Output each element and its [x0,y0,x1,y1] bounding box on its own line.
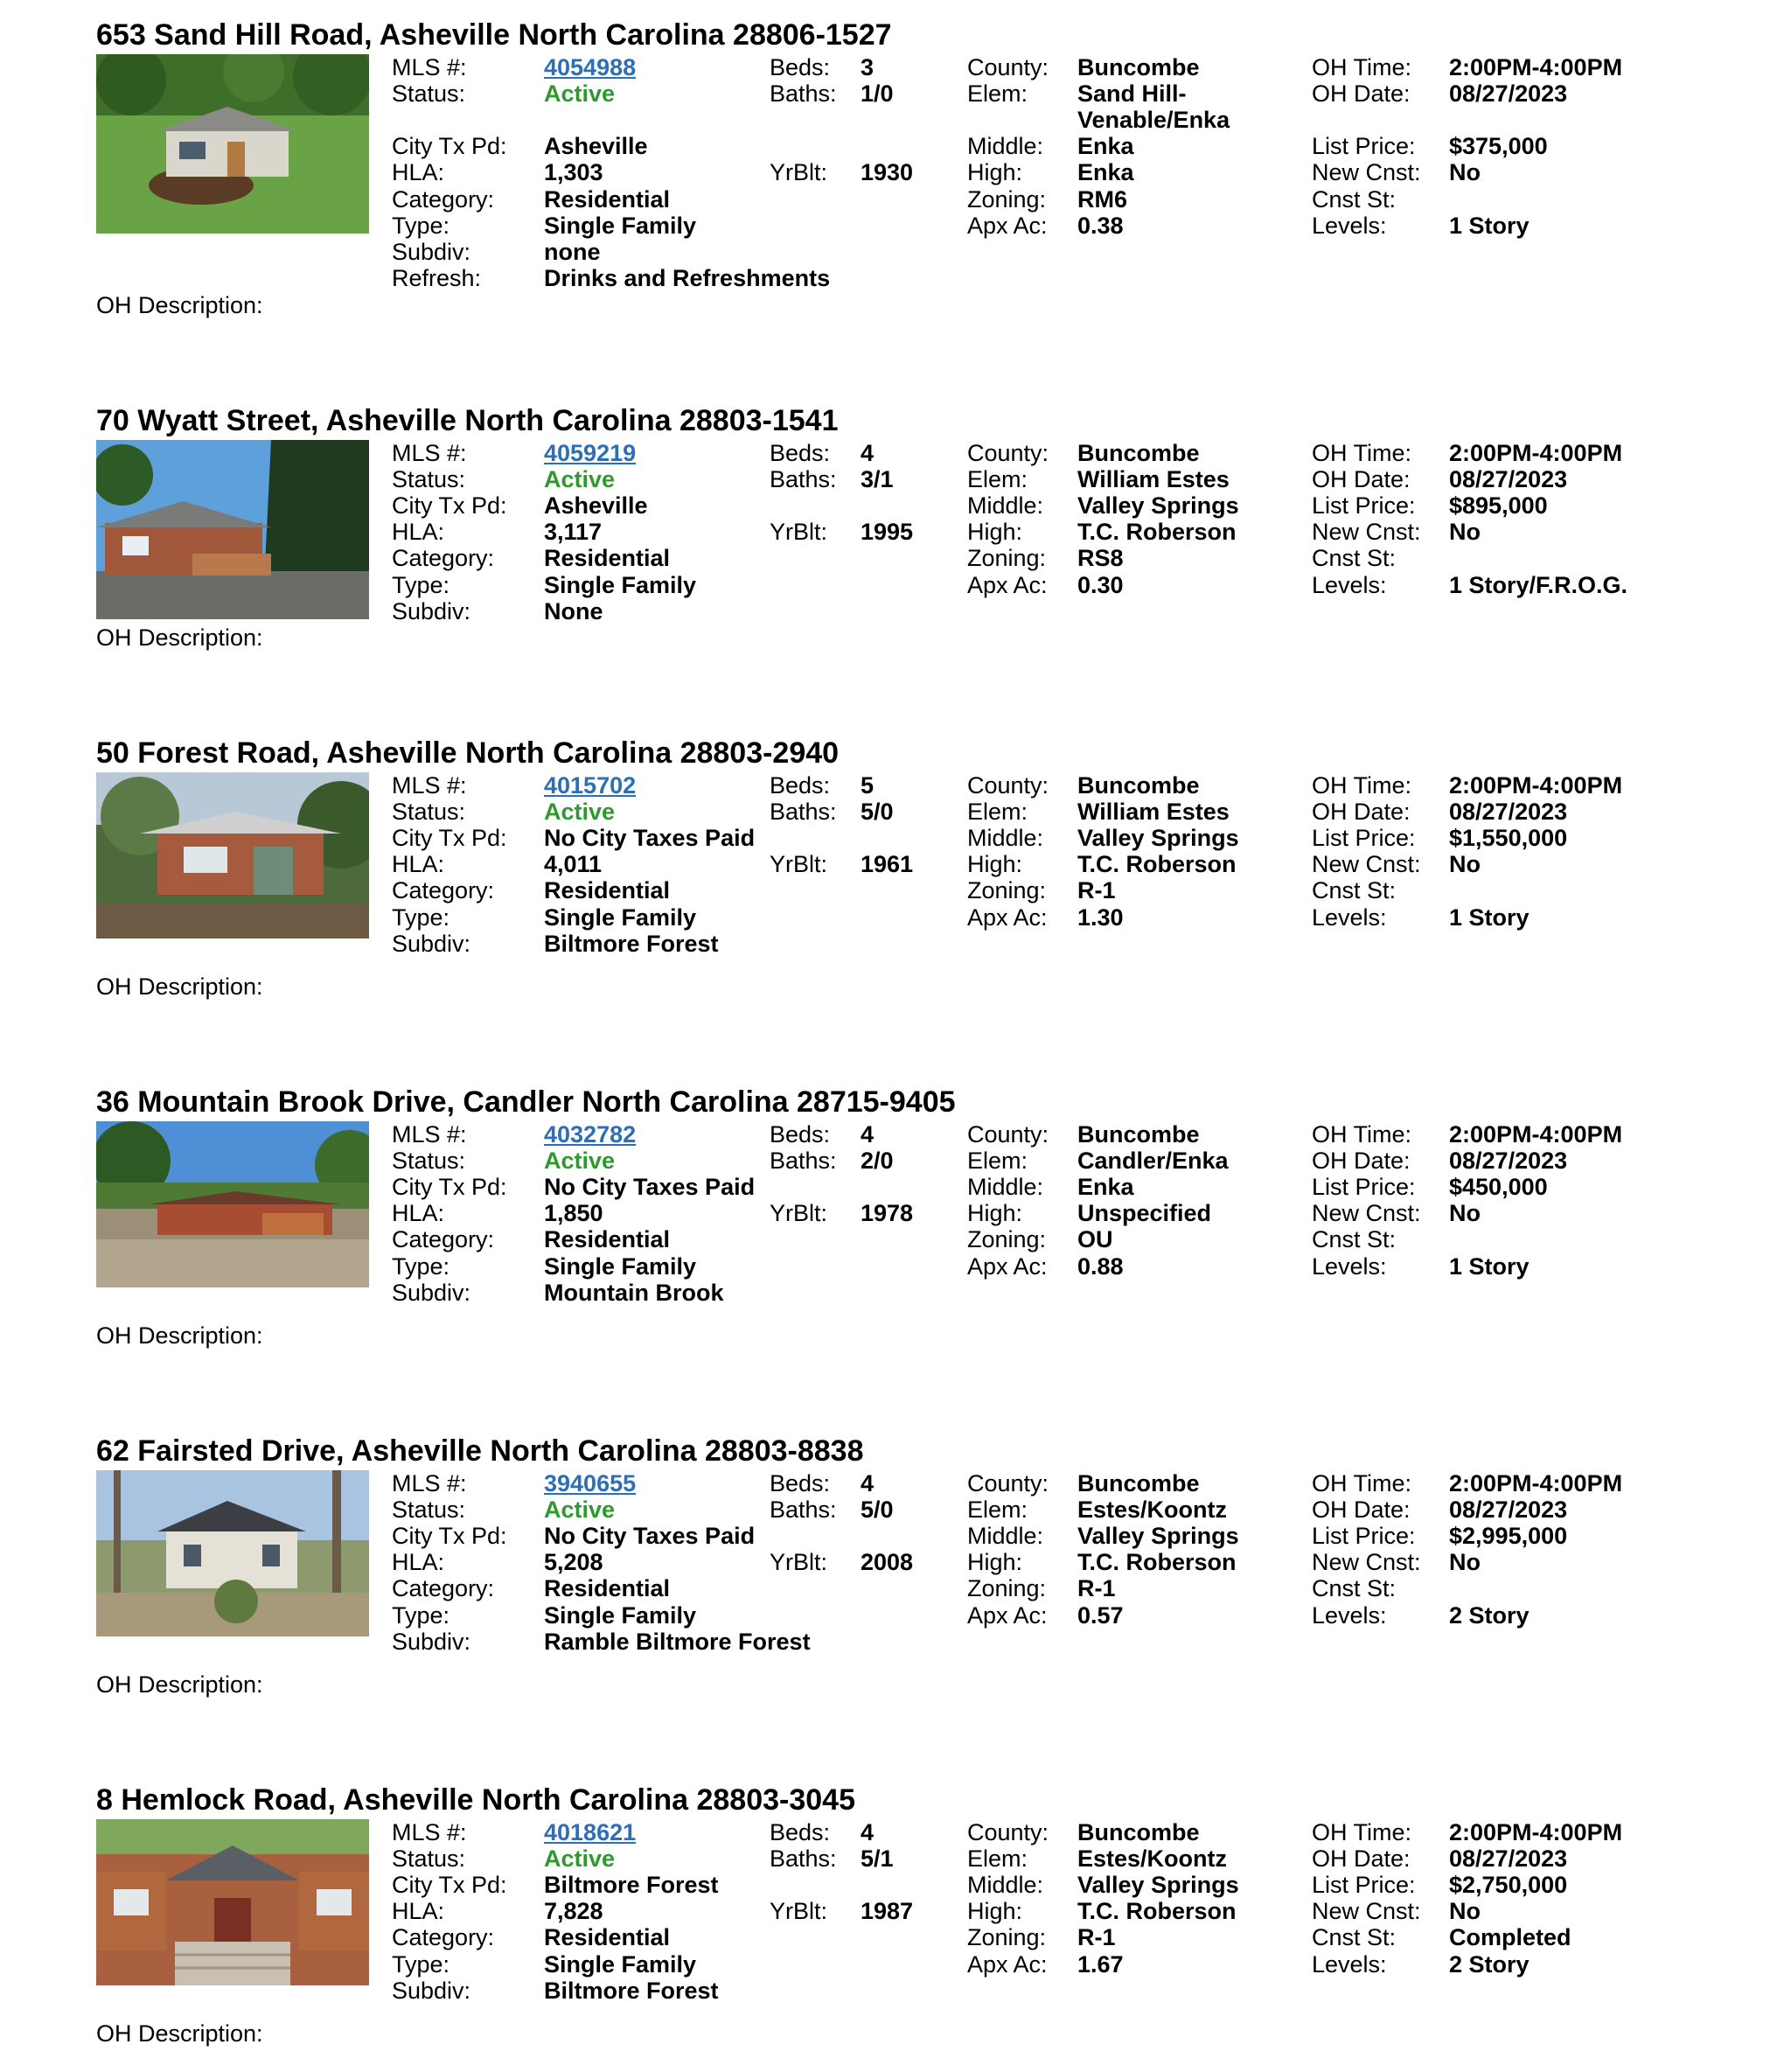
listing-address: 8 Hemlock Road, Asheville North Carolina 28803-3045 [96,1783,855,1817]
mls-label: MLS #: [392,54,467,80]
high-value: T.C. Roberson [1077,851,1237,877]
type-label: Type: [392,572,450,598]
oh-date-label: OH Date: [1312,1148,1411,1174]
new-cnst-value: No [1449,519,1481,545]
elem-label: Elem: [967,80,1028,107]
list-price-value: $1,550,000 [1449,825,1568,851]
apx-ac-value: 0.88 [1077,1253,1124,1280]
new-cnst-value: No [1449,1200,1481,1226]
list-price-value: $2,995,000 [1449,1523,1568,1549]
list-price-value: $895,000 [1449,492,1548,519]
apx-ac-value: 0.57 [1077,1602,1124,1629]
category-label: Category: [392,1226,495,1252]
apx-ac-label: Apx Ac: [967,1951,1048,1978]
hla-label: HLA: [392,519,445,545]
new-cnst-label: New Cnst: [1312,1898,1421,1924]
status-label: Status: [392,466,466,492]
type-value: Single Family [544,1253,697,1280]
list-price-label: List Price: [1312,825,1416,851]
levels-value: 1 Story [1449,1253,1530,1280]
type-value: Single Family [544,1951,697,1978]
elem-label: Elem: [967,799,1028,825]
mls-link[interactable]: 4018621 [544,1819,637,1845]
baths-label: Baths: [770,1845,837,1872]
zoning-value: RM6 [1077,186,1128,213]
house-photo-image [96,772,369,938]
oh-description-label: OH Description: [96,624,263,651]
listing-photo[interactable] [96,1121,369,1287]
levels-value: 1 Story/F.R.O.G. [1449,572,1628,598]
zoning-label: Zoning: [967,1924,1047,1950]
oh-time-label: OH Time: [1312,1819,1412,1845]
city-tx-label: City Tx Pd: [392,1523,507,1549]
city-tx-value: No City Taxes Paid [544,1174,756,1200]
mls-link[interactable]: 3940655 [544,1470,637,1496]
hla-value: 3,117 [544,519,603,545]
listing-address: 36 Mountain Brook Drive, Candler North Carolina 28715-9405 [96,1085,956,1119]
middle-value: Valley Springs [1077,825,1239,851]
list-price-value: $375,000 [1449,133,1548,159]
oh-date-label: OH Date: [1312,466,1411,492]
house-photo-image [96,1470,369,1636]
apx-ac-value: 0.30 [1077,572,1124,598]
levels-value: 1 Story [1449,904,1530,931]
status-value: Active [544,1845,616,1872]
baths-value: 2/0 [861,1148,894,1174]
city-tx-label: City Tx Pd: [392,1174,507,1200]
list-price-value: $450,000 [1449,1174,1548,1200]
oh-description-label: OH Description: [96,1671,263,1698]
type-label: Type: [392,1602,450,1629]
beds-value: 4 [861,1470,875,1496]
new-cnst-value: No [1449,159,1481,185]
baths-label: Baths: [770,799,837,825]
oh-time-value: 2:00PM-4:00PM [1449,54,1623,80]
yrblt-label: YrBlt: [770,1200,828,1226]
list-price-label: List Price: [1312,1523,1416,1549]
beds-label: Beds: [770,1470,831,1496]
status-label: Status: [392,1845,466,1872]
baths-value: 3/1 [861,466,894,492]
middle-value: Enka [1077,1174,1134,1200]
status-value: Active [544,80,616,107]
mls-label: MLS #: [392,1470,467,1496]
yrblt-value: 1987 [861,1898,914,1924]
city-tx-value: Asheville [544,492,648,519]
elem-label: Elem: [967,1496,1028,1523]
elem-value: William Estes [1077,799,1230,825]
type-value: Single Family [544,213,697,239]
oh-time-label: OH Time: [1312,772,1412,799]
levels-value: 2 Story [1449,1951,1530,1978]
levels-label: Levels: [1312,572,1387,598]
type-value: Single Family [544,572,697,598]
elem-label: Elem: [967,466,1028,492]
county-label: County: [967,440,1049,466]
levels-label: Levels: [1312,213,1387,239]
zoning-value: R-1 [1077,1924,1116,1950]
city-tx-label: City Tx Pd: [392,133,507,159]
beds-label: Beds: [770,54,831,80]
oh-time-label: OH Time: [1312,1121,1412,1148]
hla-value: 5,208 [544,1549,603,1575]
zoning-value: R-1 [1077,877,1116,903]
county-label: County: [967,54,1049,80]
middle-label: Middle: [967,825,1044,851]
high-value: Enka [1077,159,1134,185]
apx-ac-label: Apx Ac: [967,904,1048,931]
hla-label: HLA: [392,159,445,185]
subdiv-label: Subdiv: [392,931,471,957]
status-value: Active [544,466,616,492]
beds-value: 3 [861,54,875,80]
levels-label: Levels: [1312,904,1387,931]
oh-time-label: OH Time: [1312,54,1412,80]
oh-date-value: 08/27/2023 [1449,466,1568,492]
house-photo-image [96,1819,369,1985]
oh-time-value: 2:00PM-4:00PM [1449,1121,1623,1148]
cnst-st-label: Cnst St: [1312,186,1397,213]
hla-value: 1,303 [544,159,603,185]
status-value: Active [544,1496,616,1523]
listing-address: 62 Fairsted Drive, Asheville North Carolina 28803-8838 [96,1434,864,1468]
high-label: High: [967,851,1023,877]
beds-label: Beds: [770,1121,831,1148]
high-value: T.C. Roberson [1077,519,1237,545]
middle-value: Valley Springs [1077,1872,1239,1898]
levels-label: Levels: [1312,1951,1387,1978]
county-label: County: [967,772,1049,799]
new-cnst-value: No [1449,851,1481,877]
listing-photo[interactable] [96,1819,369,1985]
list-price-label: List Price: [1312,1872,1416,1898]
beds-label: Beds: [770,772,831,799]
high-label: High: [967,1549,1023,1575]
yrblt-value: 1995 [861,519,914,545]
oh-date-value: 08/27/2023 [1449,1845,1568,1872]
oh-time-value: 2:00PM-4:00PM [1449,440,1623,466]
cnst-st-label: Cnst St: [1312,545,1397,571]
oh-description-label: OH Description: [96,2020,263,2047]
city-tx-label: City Tx Pd: [392,1872,507,1898]
subdiv-label: Subdiv: [392,1629,471,1655]
category-label: Category: [392,545,495,571]
refresh-label: Refresh: [392,265,482,291]
yrblt-value: 1930 [861,159,914,185]
mls-label: MLS #: [392,772,467,799]
category-value: Residential [544,1575,671,1601]
beds-label: Beds: [770,440,831,466]
apx-ac-value: 1.67 [1077,1951,1124,1978]
hla-label: HLA: [392,1549,445,1575]
mls-link[interactable]: 4054988 [544,54,637,80]
levels-value: 1 Story [1449,213,1530,239]
status-label: Status: [392,80,466,107]
high-label: High: [967,1200,1023,1226]
middle-label: Middle: [967,1174,1044,1200]
yrblt-label: YrBlt: [770,851,828,877]
city-tx-value: Biltmore Forest [544,1872,719,1898]
oh-time-value: 2:00PM-4:00PM [1449,772,1623,799]
listing-photo[interactable] [96,440,369,619]
hla-value: 4,011 [544,851,603,877]
oh-date-label: OH Date: [1312,1845,1411,1872]
new-cnst-label: New Cnst: [1312,851,1421,877]
county-label: County: [967,1819,1049,1845]
yrblt-value: 1961 [861,851,914,877]
middle-value: Enka [1077,133,1134,159]
oh-date-value: 08/27/2023 [1449,1148,1568,1174]
status-value: Active [544,799,616,825]
oh-date-label: OH Date: [1312,80,1411,107]
hla-value: 7,828 [544,1898,603,1924]
city-tx-value: No City Taxes Paid [544,825,756,851]
oh-description-label: OH Description: [96,1322,263,1349]
county-value: Buncombe [1077,1121,1200,1148]
baths-value: 1/0 [861,80,894,107]
category-label: Category: [392,877,495,903]
oh-date-value: 08/27/2023 [1449,799,1568,825]
oh-time-label: OH Time: [1312,1470,1412,1496]
oh-description-label: OH Description: [96,973,263,1000]
category-value: Residential [544,877,671,903]
category-label: Category: [392,1924,495,1950]
yrblt-value: 2008 [861,1549,914,1575]
baths-value: 5/0 [861,1496,894,1523]
status-label: Status: [392,1148,466,1174]
mls-label: MLS #: [392,1121,467,1148]
mls-label: MLS #: [392,440,467,466]
oh-date-label: OH Date: [1312,799,1411,825]
apx-ac-label: Apx Ac: [967,1602,1048,1629]
status-value: Active [544,1148,616,1174]
list-price-label: List Price: [1312,492,1416,519]
new-cnst-label: New Cnst: [1312,1200,1421,1226]
beds-value: 4 [861,1819,875,1845]
listing-address: 653 Sand Hill Road, Asheville North Carolina 28806-1527 [96,18,892,52]
yrblt-label: YrBlt: [770,1549,828,1575]
elem-value: Estes/Koontz [1077,1845,1228,1872]
zoning-label: Zoning: [967,1575,1047,1601]
subdiv-label: Subdiv: [392,1280,471,1306]
mls-label: MLS #: [392,1819,467,1845]
yrblt-label: YrBlt: [770,519,828,545]
yrblt-label: YrBlt: [770,1898,828,1924]
high-value: Unspecified [1077,1200,1212,1226]
county-value: Buncombe [1077,54,1200,80]
baths-value: 5/1 [861,1845,894,1872]
hla-label: HLA: [392,851,445,877]
beds-value: 4 [861,1121,875,1148]
middle-label: Middle: [967,133,1044,159]
subdiv-label: Subdiv: [392,598,471,624]
subdiv-value: None [544,598,603,624]
elem-value-line2: Venable/Enka [1077,107,1230,133]
listing-photo[interactable] [96,1470,369,1636]
elem-value: Candler/Enka [1077,1148,1229,1174]
levels-value: 2 Story [1449,1602,1530,1629]
subdiv-value: none [544,239,601,265]
category-value: Residential [544,1226,671,1252]
zoning-value: R-1 [1077,1575,1116,1601]
listing-photo[interactable] [96,54,369,234]
cnst-st-label: Cnst St: [1312,877,1397,903]
high-label: High: [967,159,1023,185]
oh-time-label: OH Time: [1312,440,1412,466]
yrblt-label: YrBlt: [770,159,828,185]
mls-link[interactable]: 4015702 [544,772,637,799]
elem-label: Elem: [967,1148,1028,1174]
baths-value: 5/0 [861,799,894,825]
high-value: T.C. Roberson [1077,1898,1237,1924]
type-value: Single Family [544,1602,697,1629]
oh-time-value: 2:00PM-4:00PM [1449,1470,1623,1496]
baths-label: Baths: [770,80,837,107]
middle-value: Valley Springs [1077,1523,1239,1549]
type-label: Type: [392,1951,450,1978]
apx-ac-value: 1.30 [1077,904,1124,931]
type-label: Type: [392,213,450,239]
subdiv-label: Subdiv: [392,239,471,265]
status-label: Status: [392,1496,466,1523]
baths-label: Baths: [770,1148,837,1174]
subdiv-label: Subdiv: [392,1978,471,2004]
subdiv-value: Ramble Biltmore Forest [544,1629,811,1655]
mls-link[interactable]: 4059219 [544,440,637,466]
beds-value: 4 [861,440,875,466]
apx-ac-label: Apx Ac: [967,1253,1048,1280]
county-label: County: [967,1121,1049,1148]
new-cnst-label: New Cnst: [1312,159,1421,185]
middle-label: Middle: [967,492,1044,519]
subdiv-value: Biltmore Forest [544,931,719,957]
list-price-label: List Price: [1312,133,1416,159]
type-label: Type: [392,904,450,931]
county-value: Buncombe [1077,440,1200,466]
apx-ac-label: Apx Ac: [967,213,1048,239]
type-value: Single Family [544,904,697,931]
elem-label: Elem: [967,1845,1028,1872]
zoning-label: Zoning: [967,1226,1047,1252]
list-price-label: List Price: [1312,1174,1416,1200]
zoning-label: Zoning: [967,877,1047,903]
high-label: High: [967,519,1023,545]
high-label: High: [967,1898,1023,1924]
hla-label: HLA: [392,1200,445,1226]
refresh-value: Drinks and Refreshments [544,265,831,291]
levels-label: Levels: [1312,1253,1387,1280]
yrblt-value: 1978 [861,1200,914,1226]
oh-date-value: 08/27/2023 [1449,1496,1568,1523]
category-label: Category: [392,1575,495,1601]
subdiv-value: Mountain Brook [544,1280,724,1306]
oh-description-label: OH Description: [96,292,263,318]
middle-label: Middle: [967,1872,1044,1898]
zoning-value: OU [1077,1226,1113,1252]
oh-date-label: OH Date: [1312,1496,1411,1523]
city-tx-label: City Tx Pd: [392,492,507,519]
new-cnst-value: No [1449,1549,1481,1575]
house-photo-image [96,440,369,619]
house-photo-image [96,54,369,234]
status-label: Status: [392,799,466,825]
cnst-st-label: Cnst St: [1312,1924,1397,1950]
high-value: T.C. Roberson [1077,1549,1237,1575]
new-cnst-label: New Cnst: [1312,519,1421,545]
city-tx-label: City Tx Pd: [392,825,507,851]
listing-address: 70 Wyatt Street, Asheville North Carolina 28803-1541 [96,404,839,437]
cnst-st-label: Cnst St: [1312,1575,1397,1601]
hla-value: 1,850 [544,1200,603,1226]
category-value: Residential [544,1924,671,1950]
cnst-st-value: Completed [1449,1924,1571,1950]
county-value: Buncombe [1077,1819,1200,1845]
category-value: Residential [544,186,671,213]
category-label: Category: [392,186,495,213]
middle-label: Middle: [967,1523,1044,1549]
baths-label: Baths: [770,1496,837,1523]
cnst-st-label: Cnst St: [1312,1226,1397,1252]
category-value: Residential [544,545,671,571]
city-tx-value: No City Taxes Paid [544,1523,756,1549]
listing-address: 50 Forest Road, Asheville North Carolina 28803-2940 [96,736,840,770]
levels-label: Levels: [1312,1602,1387,1629]
county-value: Buncombe [1077,772,1200,799]
zoning-value: RS8 [1077,545,1124,571]
list-price-value: $2,750,000 [1449,1872,1568,1898]
county-value: Buncombe [1077,1470,1200,1496]
elem-value: Sand Hill- [1077,80,1187,107]
subdiv-value: Biltmore Forest [544,1978,719,2004]
mls-link[interactable]: 4032782 [544,1121,637,1148]
new-cnst-value: No [1449,1898,1481,1924]
hla-label: HLA: [392,1898,445,1924]
beds-label: Beds: [770,1819,831,1845]
zoning-label: Zoning: [967,545,1047,571]
oh-date-value: 08/27/2023 [1449,80,1568,107]
zoning-label: Zoning: [967,186,1047,213]
baths-label: Baths: [770,466,837,492]
apx-ac-value: 0.38 [1077,213,1124,239]
middle-value: Valley Springs [1077,492,1239,519]
new-cnst-label: New Cnst: [1312,1549,1421,1575]
house-photo-image [96,1121,369,1287]
type-label: Type: [392,1253,450,1280]
elem-value: William Estes [1077,466,1230,492]
apx-ac-label: Apx Ac: [967,572,1048,598]
elem-value: Estes/Koontz [1077,1496,1228,1523]
county-label: County: [967,1470,1049,1496]
oh-time-value: 2:00PM-4:00PM [1449,1819,1623,1845]
city-tx-value: Asheville [544,133,648,159]
beds-value: 5 [861,772,875,799]
listing-photo[interactable] [96,772,369,938]
